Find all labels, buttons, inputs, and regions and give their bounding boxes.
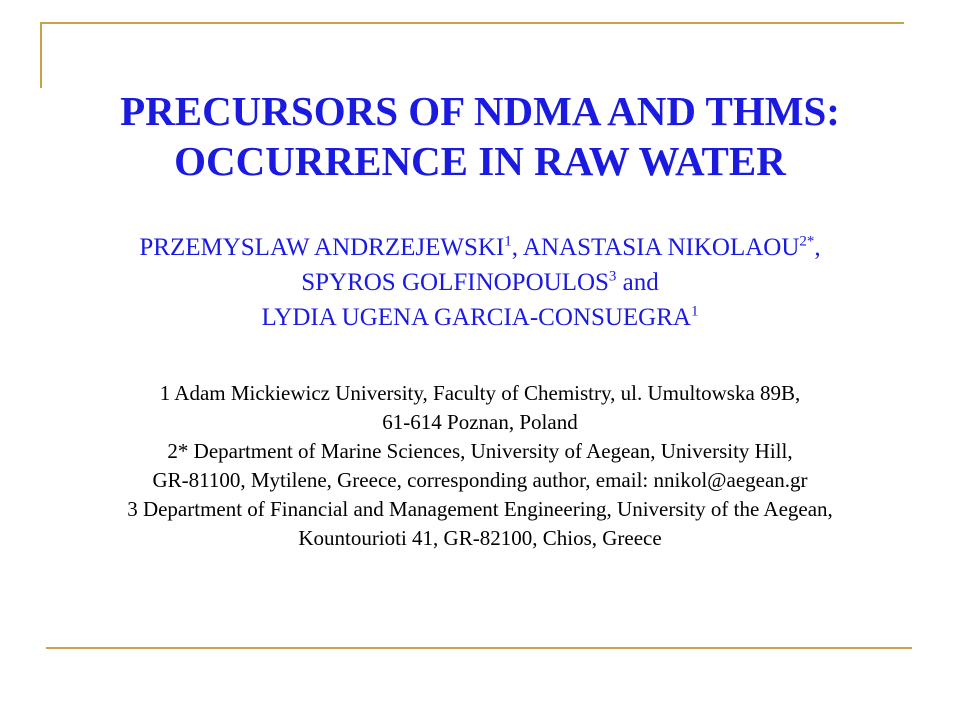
authors-line-3 [0,300,960,335]
slide-title [0,86,960,186]
bottom-rule [46,647,912,649]
affiliations-block [0,379,960,553]
affiliation-line: 61-614 Poznan, Poland [382,410,578,434]
author-affiliation-mark: 1 [504,233,512,250]
author-name: SPYROS GOLFINOPOULOS [301,269,609,296]
authors-line-2 [0,265,960,300]
authors-line-1 [0,230,960,265]
affiliation-line: 1 Adam Mickiewicz University, Faculty of Chemistry, ul. Umultowska 89B, [159,381,801,405]
author-separator: , [511,234,523,261]
author-affiliation-mark: 3 [608,268,617,285]
affiliation-line: GR-81100, Mytilene, Greece, corresponding author, email: nnikol@aegean.gr [152,468,808,492]
left-rule [40,22,42,88]
author-affiliation-mark: 1 [690,303,699,320]
affiliation-line: Kountourioti 41, GR-82100, Chios, Greece [298,526,662,550]
title-line-1: PRECURSORS OF NDMA AND THMS: [120,88,840,134]
author-separator: and [616,269,659,296]
author-affiliation-mark: 2* [799,233,815,250]
title-line-2: OCCURRENCE IN RAW WATER [174,138,786,184]
author-separator: , [814,234,821,261]
author-name: LYDIA UGENA GARCIA-CONSUEGRA [261,304,691,331]
author-name: ANASTASIA NIKOLAOU [522,234,800,261]
affiliation-line: 2* Department of Marine Sciences, University of Aegean, University Hill, [167,439,793,463]
authors-block [0,230,960,335]
affiliation-line: 3 Department of Financial and Management Engineering, University of the Aegean, [127,497,833,521]
author-name: PRZEMYSLAW ANDRZEJEWSKI [139,234,505,261]
top-rule [40,22,904,24]
